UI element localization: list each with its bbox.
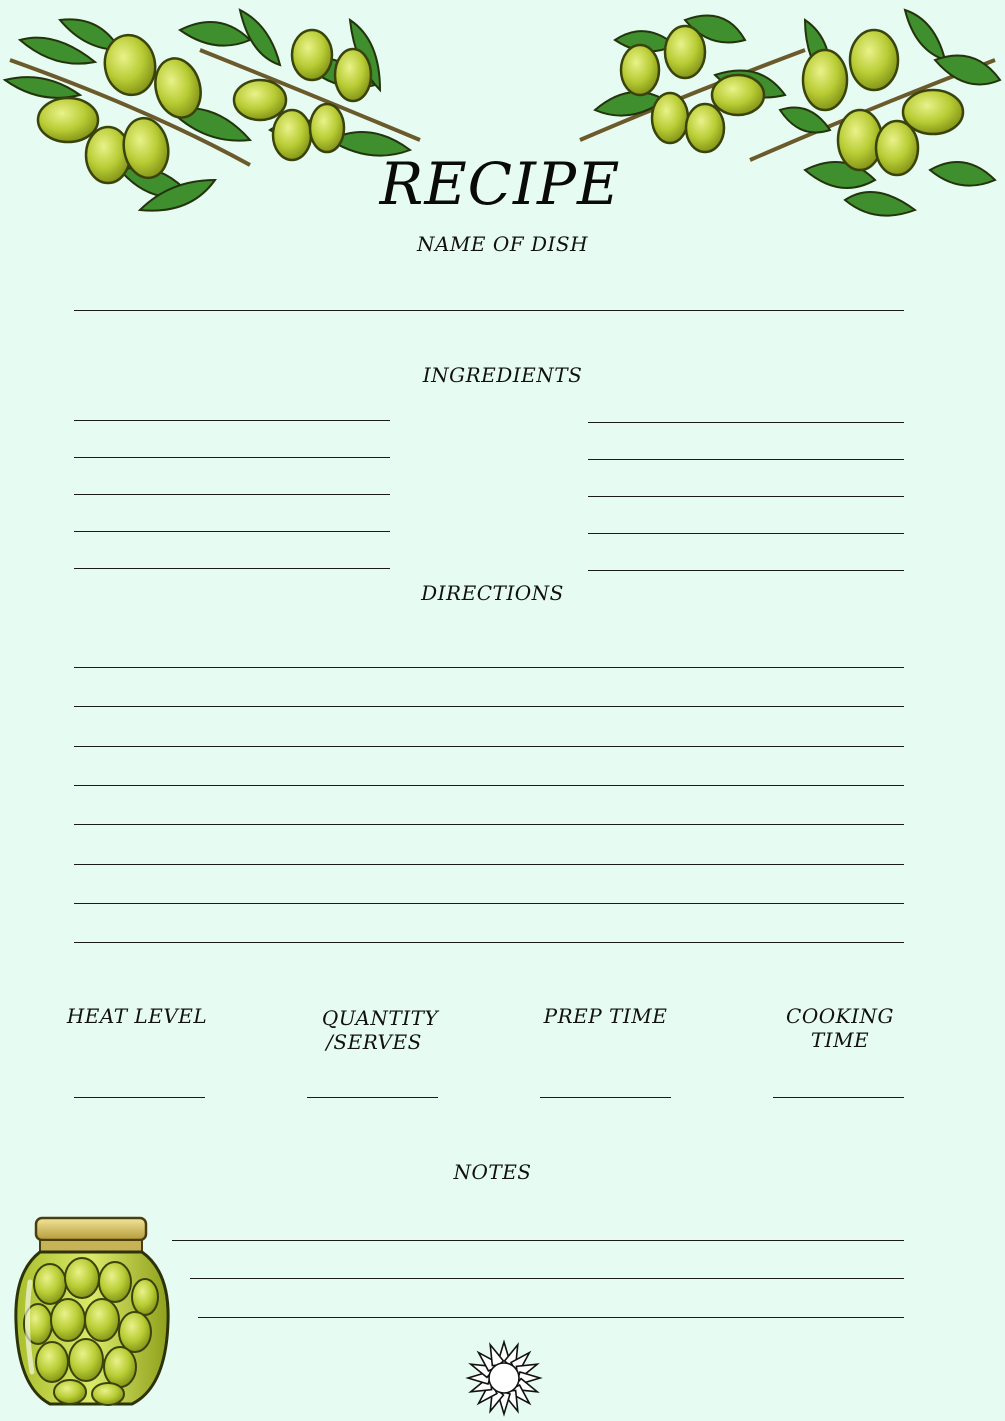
- ingredients-label: INGREDIENTS: [422, 363, 583, 387]
- flower-icon: [466, 1340, 542, 1416]
- ingredient-line[interactable]: [74, 531, 390, 532]
- olive-jar-icon: [10, 1212, 175, 1412]
- name-of-dish-label: NAME OF DISH: [416, 232, 589, 256]
- quantity-serves-line[interactable]: [307, 1097, 438, 1098]
- prep-time-label: PREP TIME: [543, 1004, 668, 1028]
- heat-level-label: HEAT LEVEL: [66, 1004, 208, 1028]
- notes-line[interactable]: [172, 1240, 904, 1241]
- name-of-dish-line[interactable]: [74, 310, 904, 311]
- directions-label: DIRECTIONS: [421, 581, 564, 605]
- ingredient-line[interactable]: [588, 533, 904, 534]
- ingredient-line[interactable]: [74, 420, 390, 421]
- direction-line[interactable]: [74, 785, 904, 786]
- direction-line[interactable]: [74, 903, 904, 904]
- notes-line[interactable]: [198, 1317, 904, 1318]
- direction-line[interactable]: [74, 746, 904, 747]
- ingredient-line[interactable]: [74, 457, 390, 458]
- direction-line[interactable]: [74, 942, 904, 943]
- quantity-serves-label: QUANTITY /SERVES: [321, 1006, 439, 1054]
- direction-line[interactable]: [74, 864, 904, 865]
- ingredient-line[interactable]: [74, 568, 390, 569]
- cooking-time-line[interactable]: [773, 1097, 904, 1098]
- direction-line[interactable]: [74, 706, 904, 707]
- ingredient-line[interactable]: [588, 459, 904, 460]
- page-title: RECIPE: [379, 150, 621, 218]
- cooking-time-label: COOKING TIME: [786, 1004, 894, 1052]
- direction-line[interactable]: [74, 667, 904, 668]
- heat-level-line[interactable]: [74, 1097, 205, 1098]
- ingredient-line[interactable]: [74, 494, 390, 495]
- notes-line[interactable]: [190, 1278, 904, 1279]
- prep-time-line[interactable]: [540, 1097, 671, 1098]
- ingredient-line[interactable]: [588, 570, 904, 571]
- ingredient-line[interactable]: [588, 422, 904, 423]
- direction-line[interactable]: [74, 824, 904, 825]
- notes-label: NOTES: [453, 1160, 532, 1184]
- ingredient-line[interactable]: [588, 496, 904, 497]
